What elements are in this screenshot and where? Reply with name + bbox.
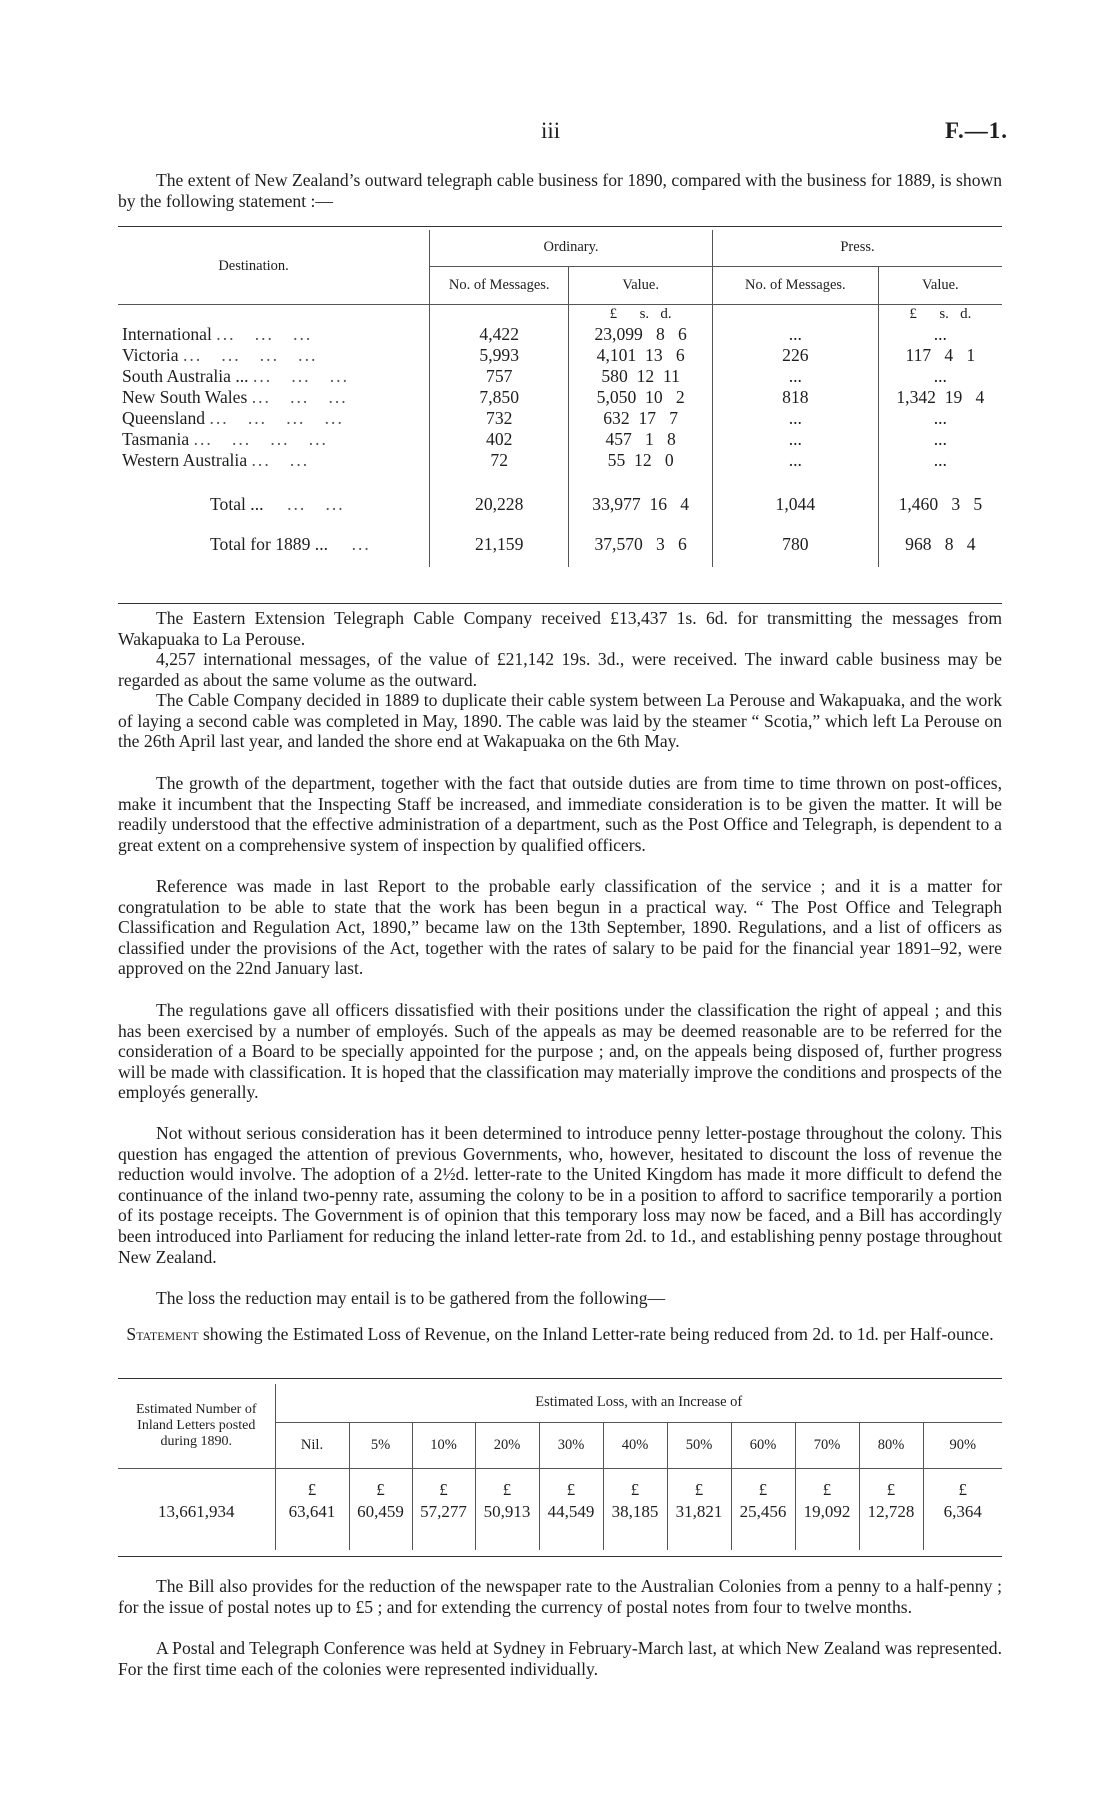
currency-mark: £ <box>667 1468 731 1500</box>
body-paragraph: The regulations gave all officers dissatisfied with their positions under the classification the right of appeal ; and this has been exercised by a number of employés. Such of the appeals as may be deemed reasonable are to be referred for the consideration of a Board to be specially appointed for the purpose ; and, on the appeals being disposed of, further progress will be made with classification. It is hoped that the classification may materially improve the conditions and prospects of the employés generally. <box>118 1000 1002 1103</box>
destination: Tasmania ... ... ... ... <box>122 429 328 449</box>
letters-value: 13,661,934 <box>158 1502 235 1521</box>
destination: Queensland ... ... ... ... <box>122 408 344 428</box>
destination-header: Destination. <box>218 258 289 275</box>
destination: Western Australia ... ... <box>122 450 310 470</box>
loss-value: 63,641 <box>275 1500 349 1524</box>
total-1889-press-value: 968 8 4 <box>878 533 1002 555</box>
loss-value: 50,913 <box>475 1500 539 1524</box>
total-ordinary-messages: 20,228 <box>430 493 569 515</box>
column-header: 10% <box>412 1422 475 1468</box>
column-header: Nil. <box>275 1422 349 1468</box>
ordinary-value: 580 12 11 <box>569 366 713 387</box>
loss-value: 19,092 <box>795 1500 859 1524</box>
loss-value: 31,821 <box>667 1500 731 1524</box>
ordinary-messages: 757 <box>430 366 569 387</box>
currency-mark: £ <box>731 1468 795 1500</box>
page-number: iii <box>541 118 561 143</box>
loss-value: 44,549 <box>539 1500 603 1524</box>
total-1889-ordinary-value: 37,570 3 6 <box>569 533 713 555</box>
ordinary-value: 632 17 7 <box>569 408 713 429</box>
destination: South Australia ... ... ... ... <box>122 366 349 386</box>
column-header: 20% <box>475 1422 539 1468</box>
table-row <box>118 324 1002 345</box>
ordinary-messages: 7,850 <box>430 387 569 408</box>
ordinary-value: 5,050 10 2 <box>569 387 713 408</box>
loss-value: 57,277 <box>412 1500 475 1524</box>
currency-mark: £ <box>412 1468 475 1500</box>
press-value: ... <box>878 408 1002 429</box>
closing-paragraph: The Bill also provides for the reduction of the newspaper rate to the Australian Colonies from a penny to a half-penny ; for the issue of postal notes up to £5 ; and for extending the currency of postal notes from four to twelve months. <box>118 1576 1002 1617</box>
statement-bottom-rule <box>118 1556 1002 1557</box>
currency-mark: £ <box>859 1468 923 1500</box>
ordinary-messages: 402 <box>430 429 569 450</box>
table-row <box>118 408 1002 429</box>
ordinary-value-header: Value. <box>569 266 713 304</box>
body-paragraph: The growth of the department, together with the fact that outside duties are from time to time thrown on post-offices, make it incumbent that the Inspecting Staff be increased, and immediate consideration is to be given the matter. It will be readily understood that the effective administration of a department, such as the Post Office and Telegraph, is dependent to a great extent on a comprehensive system of inspection by qualified officers. <box>118 773 1002 855</box>
statement-title: Statement showing the Estimated Loss of Revenue, on the Inland Letter-rate being reduced from 2d. to 1d. per Half-ounce. <box>126 1324 994 1344</box>
loss-value: 12,728 <box>859 1500 923 1524</box>
press-messages: 226 <box>712 345 878 366</box>
total-1889-row: Total for 1889 ... ... 21,159 37,570 3 6 780 968 8 4 <box>118 533 1002 555</box>
table-top-rule <box>118 226 1002 227</box>
currency-mark: £ <box>603 1468 667 1500</box>
loss-value: 60,459 <box>349 1500 412 1524</box>
destination: New South Wales ... ... ... <box>122 387 348 407</box>
ordinary-messages: 72 <box>430 450 569 471</box>
press-value-header: Value. <box>878 266 1002 304</box>
ordinary-header: Ordinary. <box>430 230 713 266</box>
closing-paragraph: A Postal and Telegraph Conference was held at Sydney in February-March last, at which New Zealand was represented. For the first time each of the colonies were represented individually. <box>118 1638 1002 1679</box>
body-paragraph: The Eastern Extension Telegraph Cable Company received £13,437 1s. 6d. for transmitting the messages from Wakapuaka to La Perouse. <box>118 608 1002 649</box>
press-messages: ... <box>712 429 878 450</box>
document-reference: F.—1. <box>945 118 1008 143</box>
ordinary-value: 55 12 0 <box>569 450 713 471</box>
lsd-header: £ s. d. <box>878 304 1002 324</box>
press-value: ... <box>878 429 1002 450</box>
destination: Victoria ... ... ... ... <box>122 345 318 365</box>
total-row: Total ... ... ... 20,228 33,977 16 4 1,044 1,460 3 5 <box>118 493 1002 515</box>
lsd-header: £ s. d. <box>569 304 713 324</box>
ordinary-value: 457 1 8 <box>569 429 713 450</box>
column-header: 80% <box>859 1422 923 1468</box>
currency-mark: £ <box>795 1468 859 1500</box>
destination: International ... ... ... <box>122 324 313 344</box>
currency-mark: £ <box>475 1468 539 1500</box>
table-row <box>118 450 1002 471</box>
table-row <box>118 345 1002 366</box>
column-header: 50% <box>667 1422 731 1468</box>
column-header: 90% <box>923 1422 1002 1468</box>
column-header: 40% <box>603 1422 667 1468</box>
currency-mark: £ <box>923 1468 1002 1500</box>
press-value: 1,342 19 4 <box>878 387 1002 408</box>
ordinary-value: 4,101 13 6 <box>569 345 713 366</box>
press-value: 117 4 1 <box>878 345 1002 366</box>
loss-value: 6,364 <box>923 1500 1002 1524</box>
ordinary-value: 23,099 8 6 <box>569 324 713 345</box>
total-ordinary-value: 33,977 16 4 <box>569 493 713 515</box>
column-header: 60% <box>731 1422 795 1468</box>
estimated-loss-table <box>118 1384 1002 1550</box>
press-messages: ... <box>712 324 878 345</box>
loss-value: 25,456 <box>731 1500 795 1524</box>
table-row <box>118 429 1002 450</box>
body-paragraph: 4,257 international messages, of the value of £21,142 19s. 3d., were received. The inward cable business may be regarded as about the same volume as the outward. <box>118 649 1002 690</box>
letters-header: Estimated Number of Inland Letters posted during 1890. <box>135 1401 257 1449</box>
press-messages: ... <box>712 366 878 387</box>
column-header: 5% <box>349 1422 412 1468</box>
total-1889-ordinary-messages: 21,159 <box>430 533 569 555</box>
currency-mark: £ <box>539 1468 603 1500</box>
total-press-value: 1,460 3 5 <box>878 493 1002 515</box>
currency-mark: £ <box>349 1468 412 1500</box>
press-value: ... <box>878 324 1002 345</box>
intro-paragraph: The extent of New Zealand’s outward telegraph cable business for 1890, compared with the business for 1889, is shown by the following statement :— <box>118 170 1002 211</box>
cable-business-table <box>118 230 1002 567</box>
press-value: ... <box>878 450 1002 471</box>
press-header: Press. <box>712 230 1002 266</box>
loss-header: Estimated Loss, with an Increase of <box>275 1384 1002 1422</box>
loss-value: 38,185 <box>603 1500 667 1524</box>
ordinary-messages: 5,993 <box>430 345 569 366</box>
press-messages: ... <box>712 408 878 429</box>
table-row <box>118 387 1002 408</box>
currency-mark: £ <box>275 1468 349 1500</box>
body-paragraph: The loss the reduction may entail is to be gathered from the following— <box>156 1288 666 1308</box>
press-messages: ... <box>712 450 878 471</box>
press-value: ... <box>878 366 1002 387</box>
table-bottom-rule <box>118 603 1002 604</box>
body-paragraph: The Cable Company decided in 1889 to duplicate their cable system between La Perouse and Wakapuaka, and the work of laying a second cable was completed in May, 1890. The cable was laid by the steamer “ Scotia,” which left La Perouse on the 26th April last year, and landed the shore end at Wakapuaka on the 6th May. <box>118 690 1002 752</box>
column-header: 70% <box>795 1422 859 1468</box>
ordinary-messages: 4,422 <box>430 324 569 345</box>
press-messages-header: No. of Messages. <box>712 266 878 304</box>
table-row <box>118 1500 1002 1524</box>
body-paragraph: Not without serious consideration has it been determined to introduce penny letter-postage throughout the colony. This question has engaged the attention of previous Governments, who, however, hesitated to discount the loss of revenue the reduction would involve. The adoption of a 2½d. letter-rate to the United Kingdom has made it more difficult to defend the continuance of the inland two-penny rate, assuming the colony to be in a position to afford to sacrifice temporarily a portion of its postage receipts. The Government is of opinion that this temporary loss may now be faced, and a Bill has accordingly been introduced into Parliament for reducing the inland letter-rate from 2d. to 1d., and establishing penny postage throughout New Zealand. <box>118 1123 1002 1267</box>
table-row <box>118 366 1002 387</box>
ordinary-messages-header: No. of Messages. <box>430 266 569 304</box>
column-header: 30% <box>539 1422 603 1468</box>
statement-top-rule <box>118 1378 1002 1379</box>
body-paragraph: Reference was made in last Report to the probable early classification of the service ; and it is a matter for congratulation to be able to state that the work has been begun in a practical way. “ The Post Office and Telegraph Classification and Regulation Act, 1890,” became law on the 13th September, 1890. Regulations, and a list of officers as classified under the provisions of the Act, together with the rates of salary to be paid for the financial year 1891–92, were approved on the 22nd January last. <box>118 876 1002 979</box>
press-messages: 818 <box>712 387 878 408</box>
ordinary-messages: 732 <box>430 408 569 429</box>
total-1889-press-messages: 780 <box>712 533 878 555</box>
total-press-messages: 1,044 <box>712 493 878 515</box>
